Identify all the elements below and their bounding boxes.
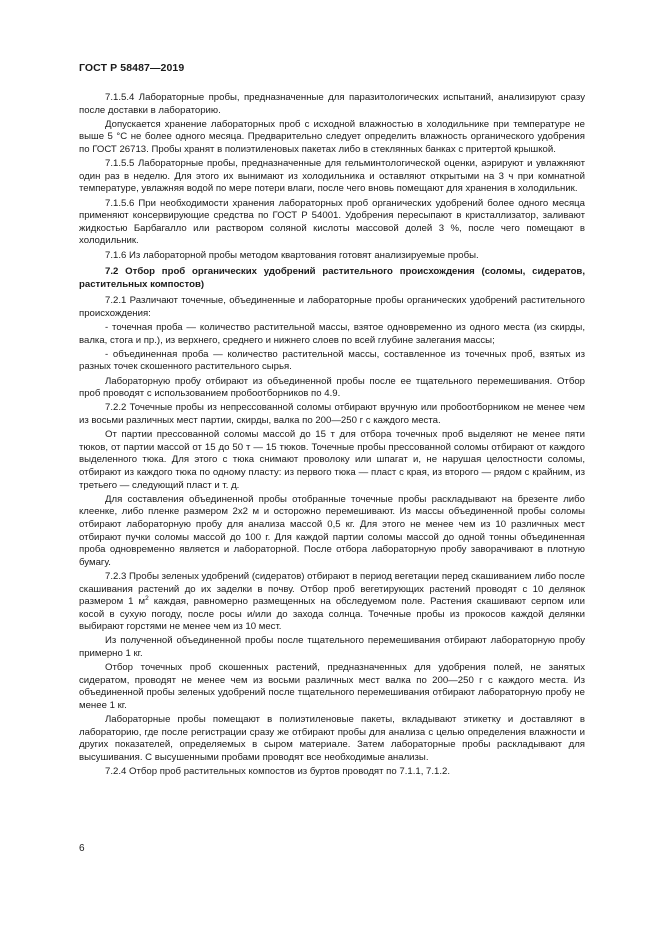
section-heading-7-2: 7.2 Отбор проб органических удобрений растительного происхождения (соломы, сидератов, растительных компостов) [79,266,585,290]
paragraph-storage: Допускается хранение лабораторных проб с исходной влажностью в холодильнике при температуре не выше 5 °С не более одного месяца. Предварительно следует определить влажность органического удобрения по ГОСТ 26713. Пробы хранят в полиэтиленовых пакетах либо в стеклянных банках с притертой крышкой. [79,118,585,155]
paragraph-mowed-plants: Отбор точечных проб скошенных растений, предназначенных для удобрения полей, не занятых сидератом, проводят не менее чем из восьми различных мест валка по 200—250 г с каждого места. Из объединенной пробы зеленых удобрений после тщательного перемешивания отбирают лабораторную пробу не менее 1 кг. [79,662,585,712]
paragraph-7-1-6: 7.1.6 Из лабораторной пробы методом квартования готовят анализируемые пробы. [105,249,479,261]
paragraph-7-2-3 [79,571,585,634]
paragraph-combined-straw: Для составления объединенной пробы отобранные точечные пробы раскладывают на брезенте либо клеенке, либо пленке размером 2х2 м и осторожно перемешивают. Из массы объединенной пробы соломы отбирают лабораторную пробу для анализа массой 0,5 кг. Для этого не менее чем из 10 различных мест отбирают пучки соломы массой до 100 г. Для каждой партии соломы массой до одной тонны объединенная проба одновременно является и лабораторной. После отбора лабораторную пробу заворачивают в плотную бумагу. [79,493,585,568]
paragraph-7-1-5-6: 7.1.5.6 При необходимости хранения лабораторных проб органических удобрений более одного месяца применяют консервирующие средства по ГОСТ Р 54001. Удобрения пересыпают в кристаллизатор, заливают жидкостью Барбагалло или раствором соляной кислоты массовой долей 3 %, после чего помещают в холодильник. [79,197,585,247]
list-item-combined-sample: - объединенная проба — количество растительной массы, составленное из точечных проб, взятых из разных точек скошенного растительного сырья. [79,348,585,373]
paragraph-7-2-3-part1: 7.2.3 Пробы зеленых удобрений (сидератов) отбирают в период вегетации перед скашиванием либо после скашивания растений до их заделки в почву. Отбор проб вегетирующих растений проводят с 10 делянок размером 1 м [79,570,585,608]
document-body [79,92,585,780]
paragraph-7-1-5-4: 7.1.5.4 Лабораторные пробы, предназначенные для паразитологических испытаний, анализируют сразу после доставки в лабораторию. [79,92,585,116]
paragraph-7-2-4: 7.2.4 Отбор проб растительных компостов из буртов проводят по 7.1.1, 7.1.2. [105,766,451,778]
paragraph-7-2-1: 7.2.1 Различают точечные, объединенные и лабораторные пробы органических удобрений растительного происхождения: [79,295,585,319]
document-code-header: ГОСТ Р 58487—2019 [79,62,185,74]
superscript-two: 2 [145,594,149,602]
paragraph-pressed-straw: От партии прессованной соломы массой до 15 т для отбора точечных проб выделяют не менее пяти тюков, от партии массой от 15 до 50 т — 15 тюков. Точечные пробы прессованной соломы отбирают от каждого выделенного тюка. Для этого с тюка снимают проволоку или шпагат и, не нарушая целостности соломы, отбирают из каждого тюка по одному пласту: из первого тюка — пласт с края, из второго — рядом с крайним, из третьего — следующий пласт и т. д. [79,429,585,491]
page-number: 6 [79,843,85,854]
list-item-point-sample: - точечная проба — количество растительной массы, взятое одновременно из одного места (из скирды, валка, стога и пр.), из верхнего, среднего и нижнего слоев по всей глубине залегания массы; [79,322,585,346]
paragraph-plastic-bags: Лабораторные пробы помещают в полиэтиленовые пакеты, вкладывают этикетку и доставляют в лабораторию, где после регистрации сразу же отбирают пробы для анализа с целью определения влажности и других показателей, определяемых в сыром материале. Затем лабораторные пробы раскладывают для высушивания. С высушенными пробами проводят все необходимые анализы. [79,714,585,763]
paragraph-mixed-sample: Из полученной объединенной пробы после тщательного перемешивания отбирают лабораторную пробу примерно 1 кг. [79,635,585,660]
paragraph-lab-sample: Лабораторную пробу отбирают из объединенной пробы после ее тщательного перемешивания. Отбор проб проводят с использованием пробоотборников по 4.9. [79,375,585,400]
paragraph-7-2-3-part2: каждая, равномерно размещенных на обследуемом поле. Растения скашивают серпом или косой в сухую погоду, после росы и/или до захода солнца. Точечные пробы из прокосов каждой делянки выбирают горстями не менее чем из 10 мест. [79,596,585,633]
paragraph-7-1-5-5: 7.1.5.5 Лабораторные пробы, предназначенные для гельминтологической оценки, аэрируют и увлажняют один раз в неделю. Для этого их вынимают из холодильника и оставляют открытыми на 3 ч при комнатной температуре, увлажняя водой по мере потери влаги, после чего вновь помещают для хранения в холодильник. [79,158,585,195]
paragraph-7-2-2: 7.2.2 Точечные пробы из непрессованной соломы отбирают вручную или пробоотборником не менее чем из восьми различных мест партии, скирды, валка по 200—250 г с каждого места. [79,402,585,426]
